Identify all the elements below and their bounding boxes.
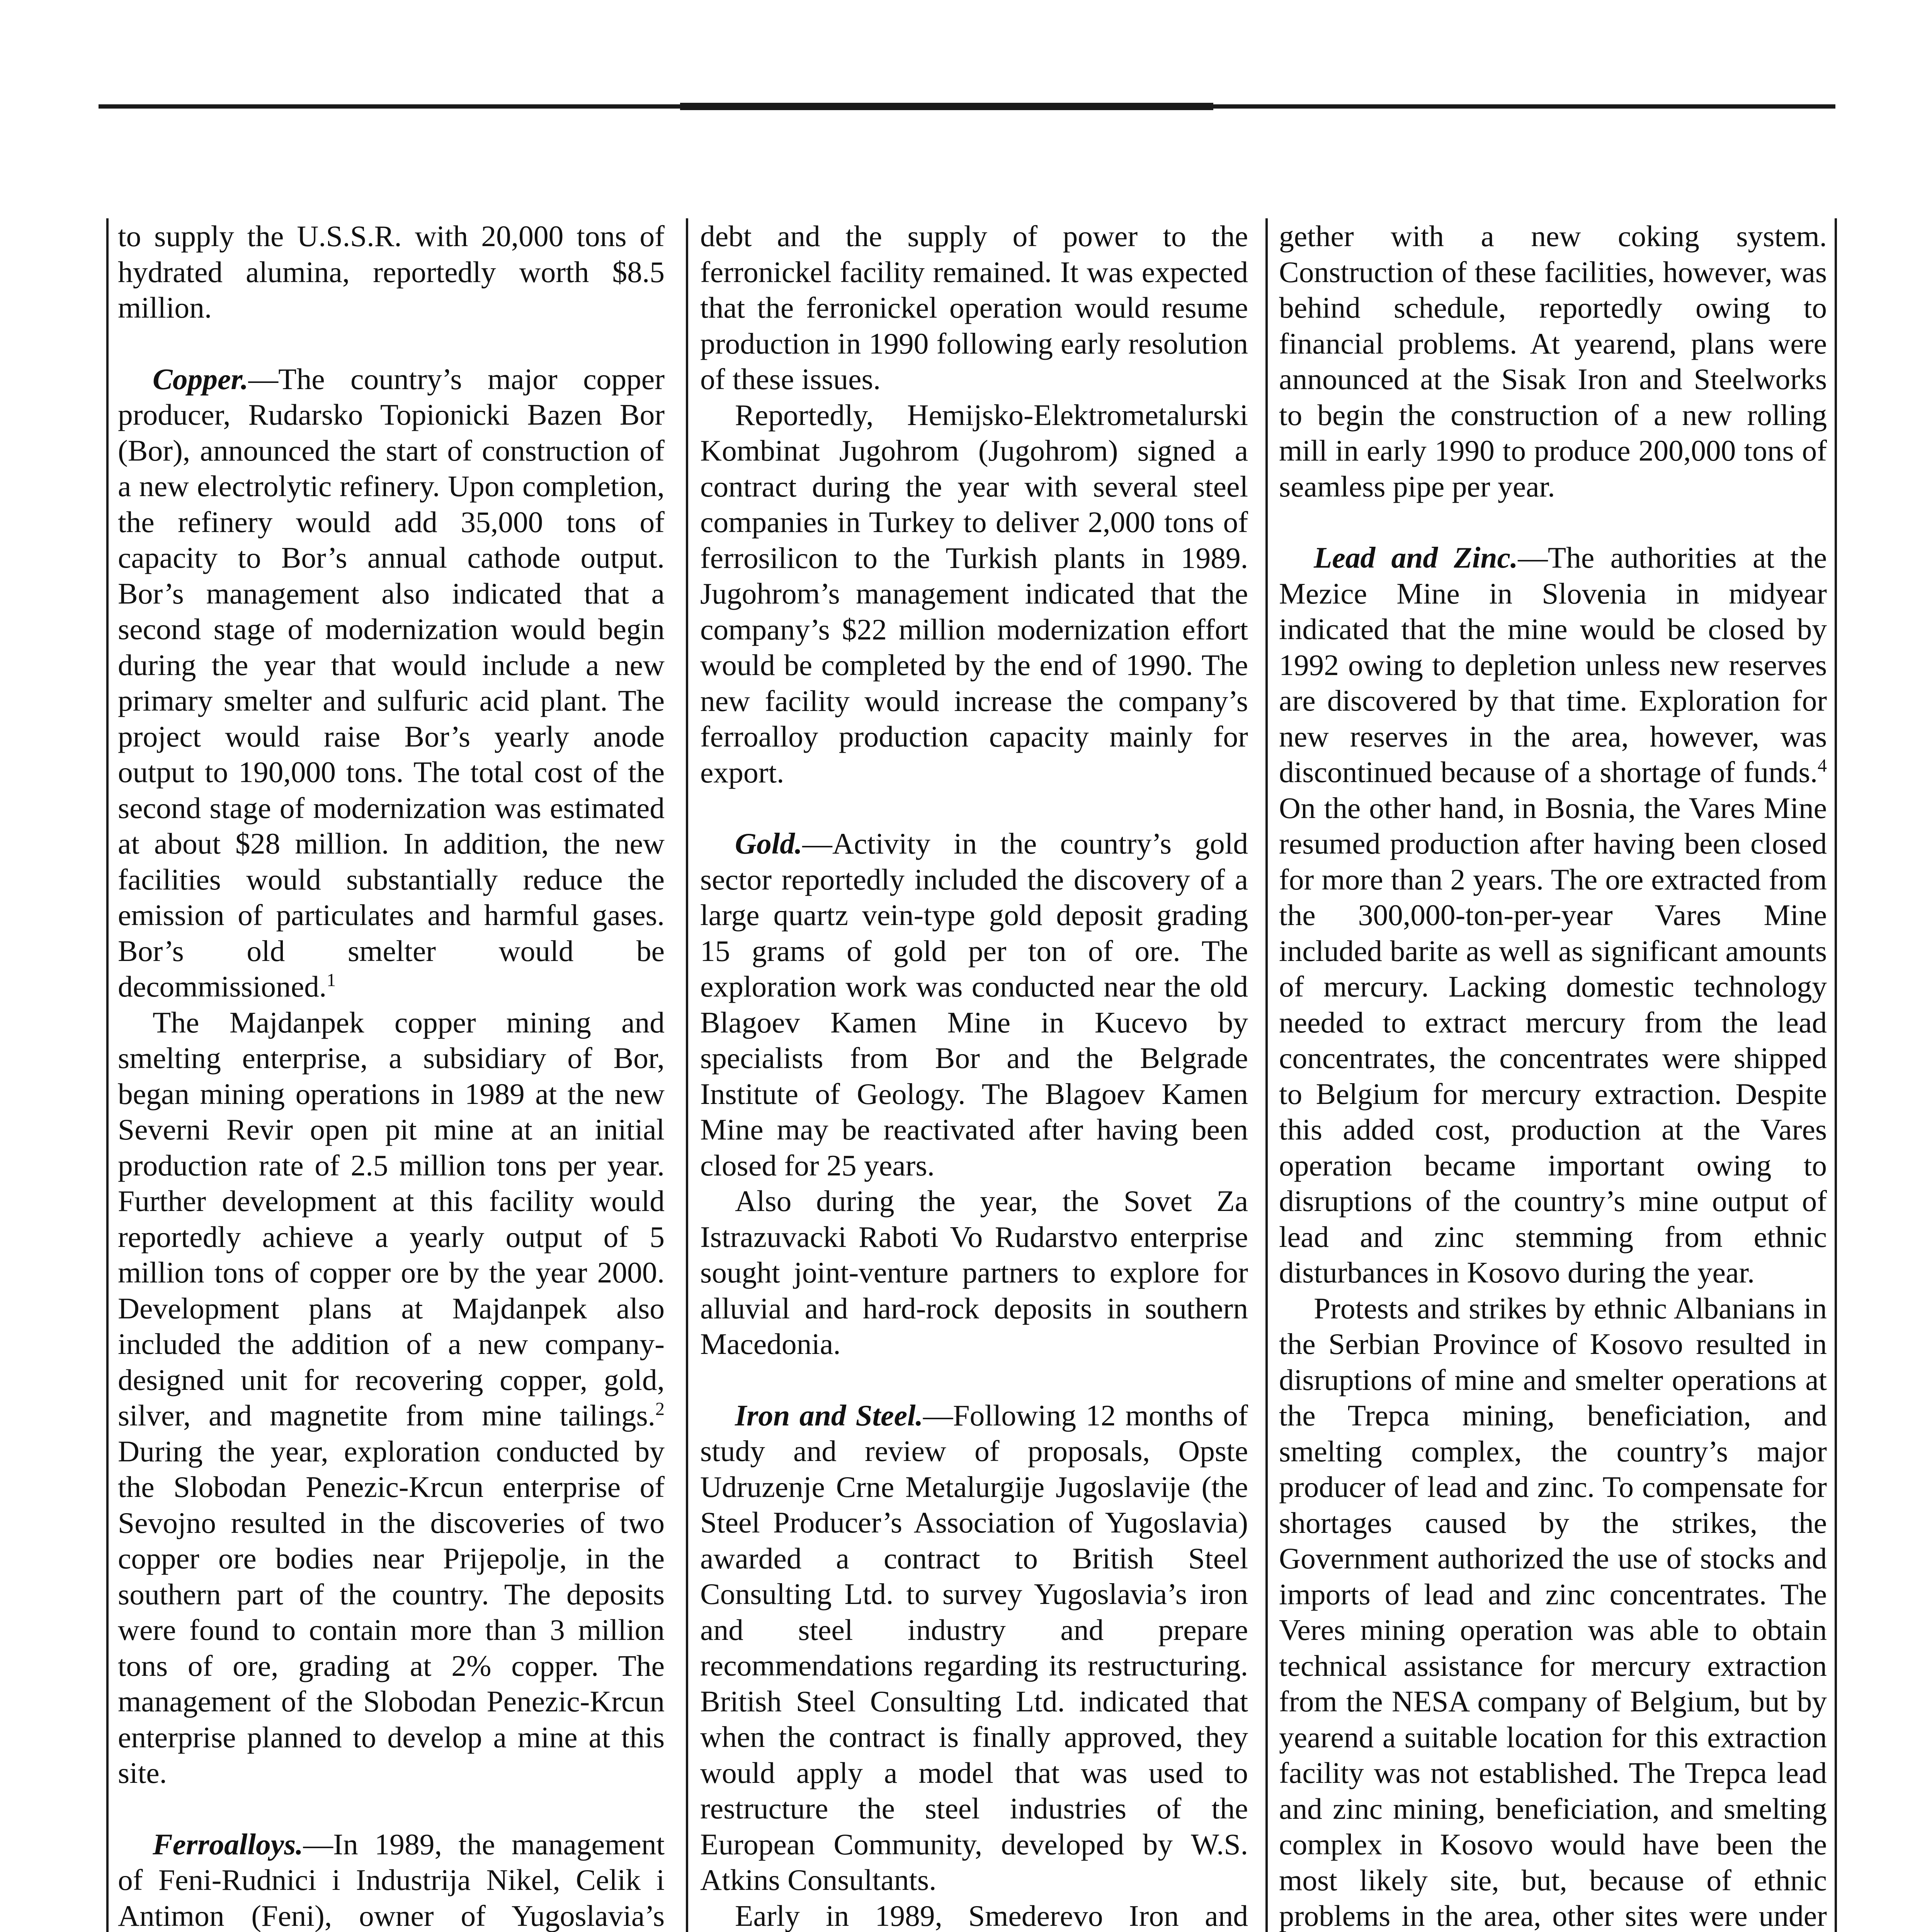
subhead-gold: Gold.	[735, 827, 803, 860]
paragraph-copper	[118, 361, 665, 1005]
paragraph: to supply the U.S.S.R. with 20,000 tons of hydrated alumina, reportedly worth $8.5 million.	[118, 219, 665, 324]
subhead-iron-steel: Iron and Steel.	[735, 1398, 923, 1432]
paragraph-text: —The authorities at the Mezice Mine in Slovenia in midyear indicated that the mine would be closed by 1992 owing to depletion unless new reserves are discovered by that time. Exploration for new reserves in the area, however, was discontinued because of a shortage of funds.	[1279, 541, 1827, 789]
paragraph-gold	[700, 826, 1248, 1183]
paragraph: gether with a new coking system. Construction of these facilities, however, was behind schedule, reportedly owing to financial problems. At yearend, plans were announced at the Sisak Iron and Steelworks to begin the construction of a new rolling mill in early 1990 to produce 200,000 tons of seamless pipe per year.	[1279, 219, 1827, 503]
footnote-ref: 1	[327, 970, 336, 991]
paragraph-text: Early in 1989, Smederevo Iron and	[735, 1899, 1248, 1932]
column-rule-right	[1835, 218, 1837, 1932]
column-2	[700, 218, 1248, 1932]
subhead-copper: Copper.	[153, 362, 248, 396]
column-3	[1279, 218, 1827, 1932]
paragraph-kosovo	[1279, 1291, 1827, 1932]
paragraph: Reportedly, Hemijsko-Elektrometalurski Kombinat Jugohrom (Jugohrom) signed a contract during the year with several steel companies in Turkey to deliver 2,000 tons of ferrosilicon to the Turkish plants in 1989. Jugohrom’s management indicated that the company’s $22 million modernization effort would be completed by the end of 1990. The new facility would increase the company’s ferroalloy production capacity mainly for export.	[700, 398, 1248, 789]
subhead-ferroalloys: Ferroalloys.	[153, 1827, 303, 1861]
column-rule-left	[106, 218, 109, 1932]
footnote-ref: 2	[655, 1399, 665, 1420]
paragraph-smederevo	[700, 1898, 1248, 1932]
column-1	[118, 218, 665, 1932]
column-rule-1	[686, 218, 688, 1932]
paragraph-text: —In 1989, the management of Feni-Rudnici i Industrija Nikel, Celik i Antimon (Feni), owner of Yugoslavia’s	[118, 1827, 665, 1932]
paragraph-ferroalloys	[118, 1827, 665, 1932]
top-rule-accent	[680, 103, 1213, 110]
column-rule-2	[1265, 218, 1268, 1932]
paragraph-text: —The country’s major copper producer, Rudarsko Topionicki Bazen Bor (Bor), announced the start of construction of a new electrolytic refinery. Upon completion, the refinery would add 35,000 tons of capacity to Bor’s annual cathode output. Bor’s management also indicated that a second stage of modernization would begin during the year that would include a new primary smelter and sulfuric acid plant. The project would raise Bor’s yearly anode output to 190,000 tons. The total cost of the second stage of modernization was estimated at about $28 million. In addition, the new facilities would substantially reduce the emission of particulates and harmful gases. Bor’s old smelter would be decommissioned.	[118, 362, 665, 1003]
paragraph-text: —Activity in the country’s gold sector reportedly included the discovery of a large quartz vein-type gold deposit grading 15 grams of gold per ton of ore. The exploration work was conducted near the old Blagoev Kamen Mine in Kucevo by specialists from Bor and the Belgrade Institute of Geology. The Blagoev Kamen Mine may be reactivated after having been closed for 25 years.	[700, 827, 1248, 1182]
paragraph-text: —Following 12 months of study and review of proposals, Opste Udruzenje Crne Metalurgije Jugoslavije (the Steel Producer’s Association of Yugoslavia) awarded a contract to British Steel Consulting Ltd. to survey Yugoslavia’s iron and steel industry and prepare recommendations regarding its restructuring. British Steel Consulting Ltd. indicated that when the contract is finally approved, they would apply a model that was used to restructure the steel industries of the European Community, developed by W.S. Atkins Consultants.	[700, 1398, 1248, 1896]
paragraph-majdanpek	[118, 1005, 665, 1791]
subhead-lead-zinc: Lead and Zinc.	[1314, 541, 1518, 574]
paragraph-lead-zinc	[1279, 540, 1827, 1291]
paragraph-iron-steel	[700, 1398, 1248, 1898]
paragraph-text: Protests and strikes by ethnic Albanians in the Serbian Province of Kosovo resulted in disruptions of mine and smelter operations at the Trepca mining, beneficiation, and smelting complex, the country’s major producer of lead and zinc. To compensate for shortages caused by the strikes, the Government authorized the use of stocks and imports of lead and zinc concentrates. The Veres mining operation was able to obtain technical assistance for mercury extraction from the NESA company of Belgium, but by yearend a suitable location for this extraction facility was not established. The Trepca lead and zinc mining, beneficiation, and smelting complex in Kosovo would have been the most likely site, but, because of ethnic problems in the area, other sites were under	[1279, 1291, 1827, 1932]
paragraph-text: The Majdanpek copper mining and smelting enterprise, a subsidiary of Bor, began mining operations in 1989 at the new Severni Revir open pit mine at an initial production rate of 2.5 million tons per year. Further development at this facility would reportedly achieve a yearly output of 5 million tons of copper ore by the year 2000. Development plans at Majdanpek also included the addition of a new company-designed unit for recovering copper, gold, silver, and magnetite from mine tailings.	[118, 1005, 665, 1432]
footnote-ref: 4	[1818, 755, 1827, 776]
paragraph-text: On the other hand, in Bosnia, the Vares Mine resumed production after having been closed for more than 2 years. The ore extracted from the 300,000-ton-per-year Vares Mine included barite as well as significant amounts of mercury. Lacking domestic technology needed to extract mercury from the lead concentrates, the concentrates were shipped to Belgium for mercury extraction. Despite this added cost, production at the Vares operation became important owing to disruptions of the country’s mine output of lead and zinc stemming from ethnic disturbances in Kosovo during the year.	[1279, 791, 1827, 1289]
paragraph-text: During the year, exploration conducted by the Slobodan Penezic-Krcun enterprise of Sevojno resulted in the discoveries of two copper ore bodies near Prijepolje, in the southern part of the country. The deposits were found to contain more than 3 million tons of ore, grading at 2% copper. The management of the Slobodan Penezic-Krcun enterprise planned to develop a mine at this site.	[118, 1434, 665, 1789]
paragraph: debt and the supply of power to the ferronickel facility remained. It was expected that the ferronickel operation would resume production in 1990 following early resolution of these issues.	[700, 219, 1248, 396]
paragraph: Also during the year, the Sovet Za Istrazuvacki Raboti Vo Rudarstvo enterprise sought joint-venture partners to explore for alluvial and hard-rock deposits in southern Macedonia.	[700, 1184, 1248, 1361]
